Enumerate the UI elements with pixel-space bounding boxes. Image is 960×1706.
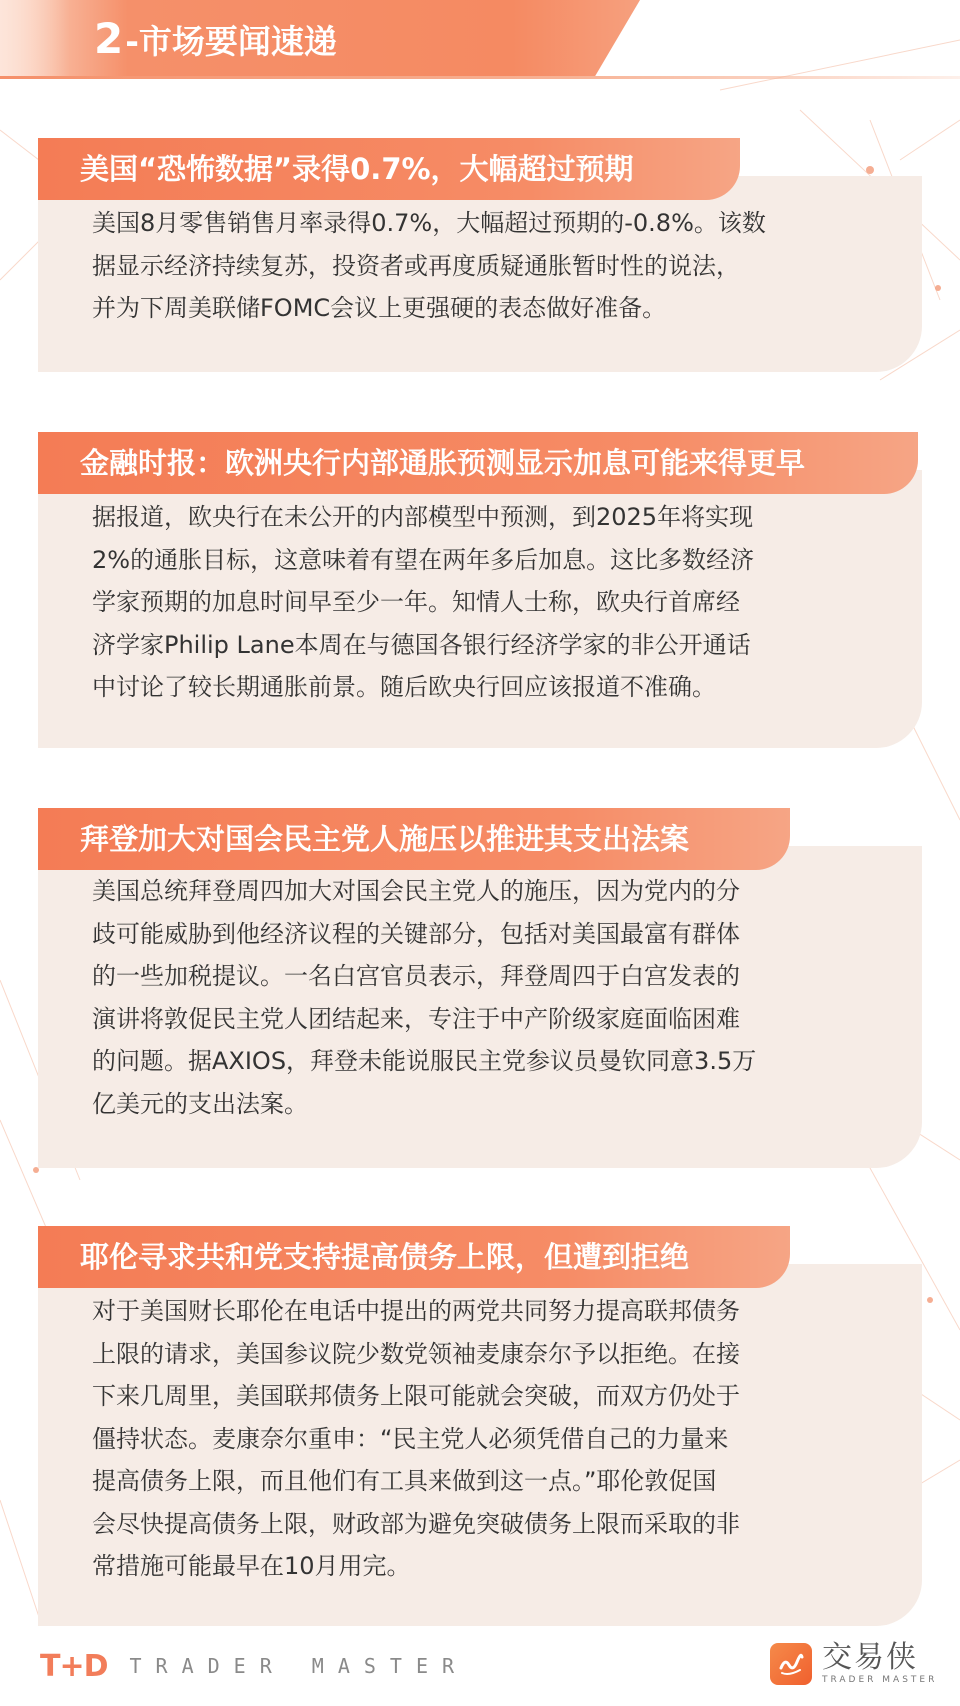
news-card-text	[92, 496, 892, 709]
text-line: 美国8月零售销售月率录得0.7%，大幅超过预期的-0.8%。该数	[92, 209, 766, 237]
news-card-text	[92, 1290, 892, 1588]
header-band-highlight	[0, 0, 70, 76]
footer-brand-left	[40, 1648, 468, 1684]
text-line: 提高债务上限，而且他们有工具来做到这一点。”耶伦敦促国	[92, 1467, 717, 1495]
news-card-title-band	[38, 138, 740, 200]
news-card	[38, 138, 922, 372]
news-card-text	[92, 870, 892, 1125]
news-card-title-band	[38, 808, 790, 870]
text-line: 济学家Philip Lane本周在与德国各银行经济学家的非公开通话	[92, 630, 751, 659]
text-line: 常措施可能最早在10月用完。	[92, 1552, 411, 1580]
section-number: 2	[94, 14, 124, 63]
text-line: 演讲将敦促民主党人团结起来，专注于中产阶级家庭面临困难	[92, 1004, 740, 1033]
text-line: 的一些加税提议。一名白宫官员表示，拜登周四于白宫发表的	[92, 962, 740, 990]
news-card	[38, 1226, 922, 1626]
news-card-title: 耶伦寻求共和党支持提高债务上限，但遭到拒绝	[80, 1240, 690, 1274]
text-line: 学家预期的加息时间早至少一年。知情人士称，欧央行首席经	[92, 588, 740, 616]
text-line: 会尽快提高债务上限，财政部为避免突破债务上限而采取的非	[92, 1509, 740, 1538]
footer-brand-right	[770, 1636, 937, 1692]
section-title	[94, 12, 337, 66]
brand-name-en: TRADER MASTER	[822, 1675, 938, 1685]
text-line: 据报道，欧央行在未公开的内部模型中预测，到2025年将实现	[92, 503, 754, 531]
chart-wave-icon	[770, 1643, 812, 1685]
text-line: 美国总统拜登周四加大对国会民主党人的施压，因为党内的分	[92, 877, 740, 905]
news-card-title-band	[38, 1226, 790, 1288]
news-card-title: 金融时报：欧洲央行内部通胀预测显示加息可能来得更早	[80, 446, 806, 480]
text-line: 上限的请求，美国参议院少数党领袖麦康奈尔予以拒绝。在接	[92, 1339, 740, 1368]
news-card-body	[38, 470, 922, 748]
news-card-text	[92, 202, 892, 330]
brand-wordmark	[822, 1640, 938, 1685]
news-card	[38, 808, 922, 1168]
text-line: 亿美元的支出法案。	[92, 1089, 308, 1118]
section-title-text: -市场要闻速递	[125, 22, 337, 61]
text-line: 的问题。据AXIOS，拜登未能说服民主党参议员曼钦同意3.5万	[92, 1047, 757, 1075]
news-card-title: 拜登加大对国会民主党人施压以推进其支出法案	[80, 822, 690, 856]
text-line: 对于美国财长耶伦在电话中提出的两党共同努力提高联邦债务	[92, 1297, 740, 1325]
news-card	[38, 432, 922, 748]
text-line: 僵持状态。麦康奈尔重申：“民主党人必须凭借自己的力量来	[92, 1424, 729, 1453]
news-card-title: 美国“恐怖数据”录得0.7%，大幅超过预期	[80, 152, 634, 186]
text-line: 歧可能威胁到他经济议程的关键部分，包括对美国最富有群体	[92, 919, 740, 948]
text-line: 2%的通胀目标，这意味着有望在两年多后加息。这比多数经济	[92, 545, 755, 574]
text-line: 中讨论了较长期通胀前景。随后欧央行回应该报道不准确。	[92, 673, 716, 701]
header-underline	[0, 76, 960, 79]
news-card-body	[38, 1264, 922, 1626]
text-line: 下来几周里，美国联邦债务上限可能就会突破，而双方仍处于	[92, 1382, 740, 1410]
news-card-body	[38, 846, 922, 1168]
td-logo: T+D	[40, 1648, 108, 1684]
text-line: 据显示经济持续复苏，投资者或再度质疑通胀暂时性的说法，	[92, 251, 740, 280]
news-card-body	[38, 176, 922, 372]
text-line: 并为下周美联储FOMC会议上更强硬的表态做好准备。	[92, 294, 667, 322]
news-card-title-band	[38, 432, 918, 494]
footer-tagline: TRADER MASTER	[129, 1654, 469, 1678]
brand-name-cn: 交易侠	[822, 1640, 918, 1675]
